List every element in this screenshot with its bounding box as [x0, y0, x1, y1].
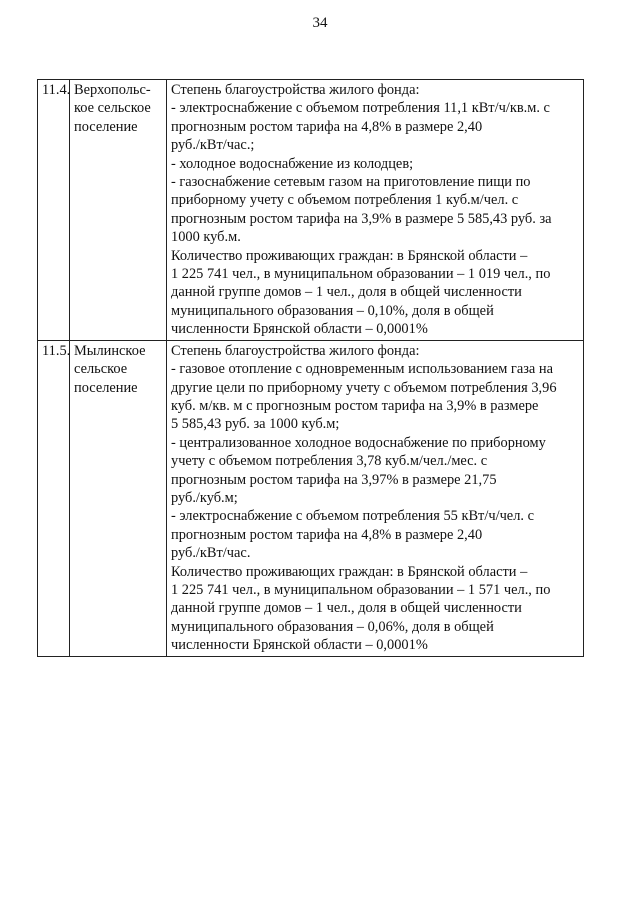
- description-line: другие цели по приборному учету с объемом потребления 3,96: [171, 379, 557, 396]
- description-line: руб./кВт/час.;: [171, 137, 255, 154]
- description-line: - электроснабжение с объемом потребления 55 кВт/ч/чел. с: [171, 508, 534, 525]
- description-line: прогнозным ростом тарифа на 3,9% в размере 5 585,43 руб. за: [171, 210, 552, 227]
- page-number: 34: [312, 15, 328, 31]
- settlement-table: [37, 79, 584, 657]
- description-line: - электроснабжение с объемом потребления 11,1 кВт/ч/кв.м. с: [171, 100, 550, 117]
- description-line: данной группе домов – 1 чел., доля в общей численности: [171, 284, 522, 301]
- description-line: муниципального образования – 0,10%, доля в общей: [171, 302, 494, 319]
- description-line: 1 225 741 чел., в муниципальном образовании – 1 019 чел., по: [171, 266, 551, 283]
- description-line: численности Брянской области – 0,0001%: [171, 637, 428, 654]
- description-line: приборному учету с объемом потребления 1 куб.м/чел. с: [171, 192, 519, 209]
- description-line: учету с объемом потребления 3,78 куб.м/чел./мес. с: [171, 453, 488, 470]
- description-line: прогнозным ростом тарифа на 4,8% в размере 2,40: [171, 118, 483, 135]
- description-line: Степень благоустройства жилого фонда:: [171, 82, 420, 98]
- description-line: куб. м/кв. м с прогнозным ростом тарифа на 3,9% в размере: [171, 397, 539, 414]
- description-line: Количество проживающих граждан: в Брянской области –: [171, 247, 528, 264]
- description-line: Количество проживающих граждан: в Брянской области –: [171, 563, 528, 580]
- description-line: - газовое отопление с одновременным использованием газа на: [171, 361, 553, 378]
- row-number: 11.5.: [38, 340, 70, 656]
- settlement-description: [167, 340, 584, 656]
- table-body: [38, 80, 584, 657]
- settlement-name-line: сельское: [74, 361, 128, 378]
- settlement-name-line: кое сельское: [74, 100, 151, 117]
- settlement-name-line: поселение: [74, 118, 138, 135]
- description-line: данной группе домов – 1 чел., доля в общей численности: [171, 600, 522, 617]
- description-line: Степень благоустройства жилого фонда:: [171, 342, 420, 359]
- description-line: муниципального образования – 0,06%, доля в общей: [171, 618, 494, 635]
- table-row: [38, 80, 584, 341]
- settlement-name: [70, 340, 167, 656]
- description-line: численности Брянской области – 0,0001%: [171, 321, 428, 338]
- table-row: [38, 340, 584, 656]
- description-line: 5 585,43 руб. за 1000 куб.м;: [171, 416, 340, 433]
- description-line: прогнозным ростом тарифа на 4,8% в размере 2,40: [171, 526, 483, 543]
- row-number: 11.4.: [38, 80, 70, 341]
- description-line: 1000 куб.м.: [171, 229, 241, 246]
- settlement-name-line: Верхопольс-: [74, 82, 151, 98]
- description-line: 1 225 741 чел., в муниципальном образовании – 1 571 чел., по: [171, 581, 551, 598]
- settlement-name-line: Мылинское: [74, 342, 146, 359]
- description-line: руб./куб.м;: [171, 489, 238, 506]
- description-line: - холодное водоснабжение из колодцев;: [171, 155, 414, 172]
- description-line: - централизованное холодное водоснабжение по приборному: [171, 434, 546, 451]
- settlement-description: [167, 80, 584, 341]
- description-line: - газоснабжение сетевым газом на приготовление пищи по: [171, 174, 531, 191]
- description-line: прогнозным ростом тарифа на 3,97% в размере 21,75: [171, 471, 497, 488]
- settlement-name: [70, 80, 167, 341]
- settlement-name-line: поселение: [74, 379, 138, 396]
- description-line: руб./кВт/час.: [171, 545, 251, 562]
